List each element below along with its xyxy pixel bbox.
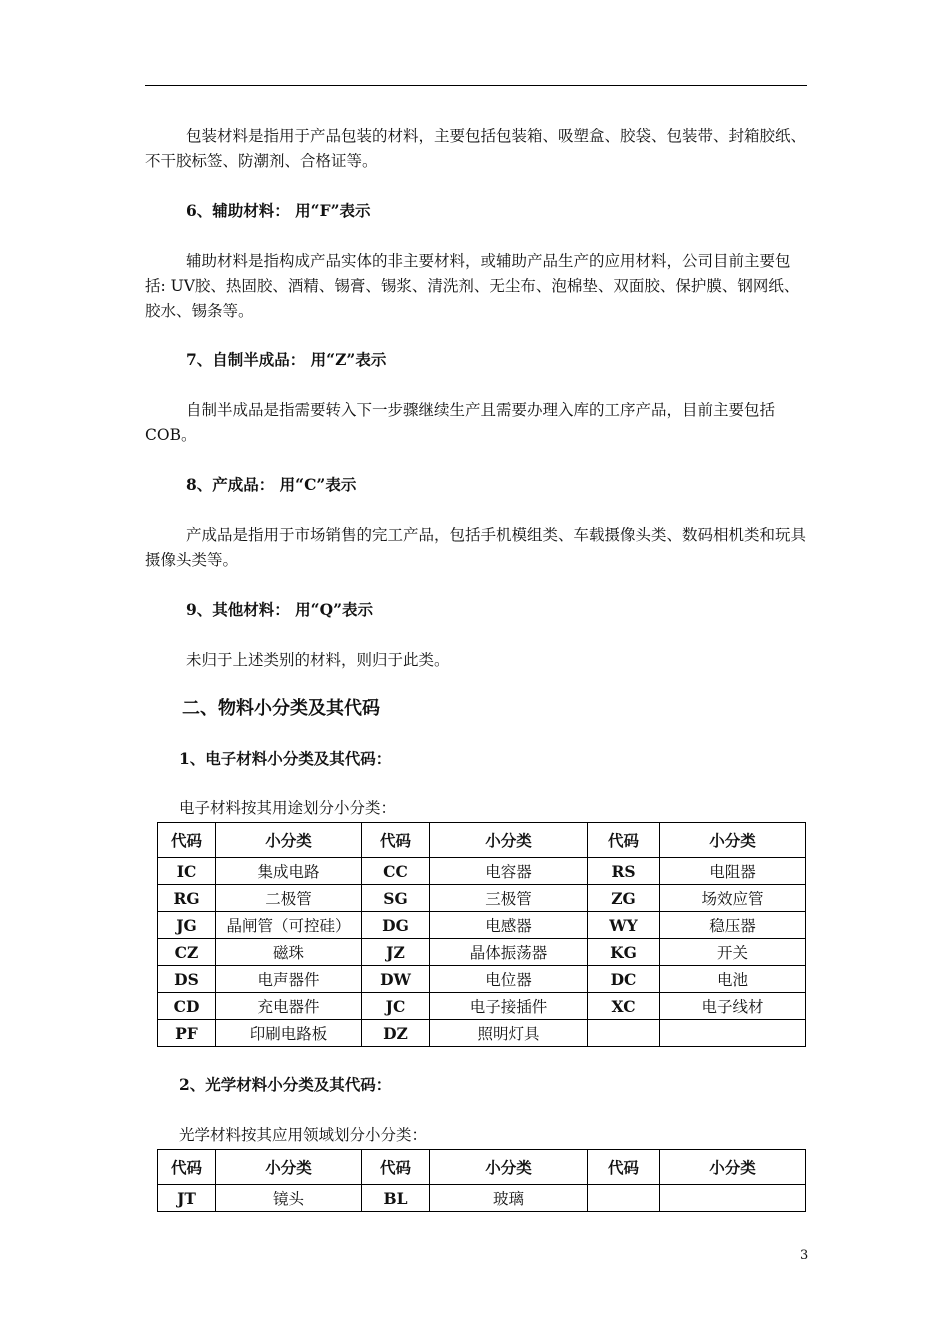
header-code: 代码	[158, 1150, 216, 1185]
code-cell: PF	[158, 1020, 216, 1047]
caption-optical: 光学材料按其应用领域划分小分类：	[179, 1126, 428, 1144]
subcategory-cell: 电子接插件	[430, 993, 588, 1020]
subcategory-cell: 开关	[660, 939, 806, 966]
heading-other-materials: 9、其他材料： 用“Q”表示	[186, 600, 374, 619]
header-subcategory: 小分类	[216, 823, 362, 858]
table-row	[158, 966, 806, 993]
subcategory-cell: 晶闸管（可控硅）	[216, 912, 362, 939]
code-cell: SG	[362, 885, 430, 912]
paragraph-packaging: 包装材料是指用于产品包装的材料，主要包括包装箱、吸塑盒、胶袋、包装带、封箱胶纸、不干胶标签、防潮剂、合格证等。	[145, 127, 807, 170]
subcategory-cell: 电容器	[430, 858, 588, 885]
paragraph-finished: 产成品是指用于市场销售的完工产品，包括手机模组类、车载摄像头类、数码相机类和玩具摄像头类等。	[145, 526, 807, 569]
code-cell: DW	[362, 966, 430, 993]
header-subcategory: 小分类	[430, 823, 588, 858]
caption-electronic: 电子材料按其用途划分小分类：	[179, 799, 397, 817]
subcategory-cell: 电位器	[430, 966, 588, 993]
code-cell: DG	[362, 912, 430, 939]
subcategory-cell: 电子线材	[660, 993, 806, 1020]
section-title-subcategories: 二、物料小分类及其代码	[182, 698, 380, 719]
table-row	[158, 858, 806, 885]
heading-optical-subcategories: 2、光学材料小分类及其代码：	[179, 1075, 392, 1094]
code-cell: WY	[588, 912, 660, 939]
electronic-materials-table	[157, 822, 806, 1047]
paragraph-semi-finished: 自制半成品是指需要转入下一步骤继续生产且需要办理入库的工序产品，目前主要包括COB。	[145, 401, 776, 444]
subcategory-cell	[660, 1020, 806, 1047]
code-cell: DC	[588, 966, 660, 993]
subcategory-cell: 磁珠	[216, 939, 362, 966]
code-cell: BL	[362, 1185, 430, 1212]
optical-materials-table	[157, 1149, 806, 1212]
subcategory-cell: 电池	[660, 966, 806, 993]
code-cell: JG	[158, 912, 216, 939]
paragraph-other: 未归于上述类别的材料，则归于此类。	[186, 651, 450, 669]
code-cell: DZ	[362, 1020, 430, 1047]
subcategory-cell: 集成电路	[216, 858, 362, 885]
header-subcategory: 小分类	[216, 1150, 362, 1185]
header-code: 代码	[362, 1150, 430, 1185]
code-cell: CC	[362, 858, 430, 885]
subcategory-cell: 印刷电路板	[216, 1020, 362, 1047]
heading-finished-products: 8、产成品： 用“C”表示	[186, 475, 357, 494]
heading-semi-finished: 7、自制半成品： 用“Z”表示	[186, 350, 387, 369]
header-rule	[145, 85, 807, 86]
code-cell: JZ	[362, 939, 430, 966]
code-cell: RG	[158, 885, 216, 912]
table-row	[158, 1185, 806, 1212]
subcategory-cell: 二极管	[216, 885, 362, 912]
code-cell: JC	[362, 993, 430, 1020]
subcategory-cell: 照明灯具	[430, 1020, 588, 1047]
header-code: 代码	[588, 1150, 660, 1185]
page-number: 3	[800, 1248, 809, 1263]
code-cell: KG	[588, 939, 660, 966]
table-row	[158, 939, 806, 966]
heading-electronic-subcategories: 1、电子材料小分类及其代码：	[179, 749, 392, 768]
subcategory-cell	[660, 1185, 806, 1212]
subcategory-cell: 玻璃	[430, 1185, 588, 1212]
header-code: 代码	[362, 823, 430, 858]
subcategory-cell: 晶体振荡器	[430, 939, 588, 966]
table-row	[158, 993, 806, 1020]
table-row	[158, 1020, 806, 1047]
table-row	[158, 912, 806, 939]
code-cell: CZ	[158, 939, 216, 966]
header-code: 代码	[158, 823, 216, 858]
code-cell: RS	[588, 858, 660, 885]
code-cell: XC	[588, 993, 660, 1020]
subcategory-cell: 电声器件	[216, 966, 362, 993]
subcategory-cell: 镜头	[216, 1185, 362, 1212]
code-cell	[588, 1020, 660, 1047]
code-cell: CD	[158, 993, 216, 1020]
header-subcategory: 小分类	[660, 823, 806, 858]
code-cell: IC	[158, 858, 216, 885]
subcategory-cell: 电感器	[430, 912, 588, 939]
header-subcategory: 小分类	[430, 1150, 588, 1185]
subcategory-cell: 充电器件	[216, 993, 362, 1020]
table-header-row	[158, 1150, 806, 1185]
header-code: 代码	[588, 823, 660, 858]
table-row	[158, 885, 806, 912]
code-cell	[588, 1185, 660, 1212]
header-subcategory: 小分类	[660, 1150, 806, 1185]
subcategory-cell: 场效应管	[660, 885, 806, 912]
subcategory-cell: 电阻器	[660, 858, 806, 885]
paragraph-auxiliary: 辅助材料是指构成产品实体的非主要材料，或辅助产品生产的应用材料，公司目前主要包括: UV胶、热固胶、酒精、锡膏、锡浆、清洗剂、无尘布、泡棉垫、双面胶、保护膜、钢网纸、胶水、锡条等。	[145, 252, 800, 320]
code-cell: ZG	[588, 885, 660, 912]
subcategory-cell: 三极管	[430, 885, 588, 912]
heading-auxiliary-materials: 6、辅助材料： 用“F”表示	[186, 201, 371, 220]
table-header-row	[158, 823, 806, 858]
code-cell: DS	[158, 966, 216, 993]
subcategory-cell: 稳压器	[660, 912, 806, 939]
code-cell: JT	[158, 1185, 216, 1212]
